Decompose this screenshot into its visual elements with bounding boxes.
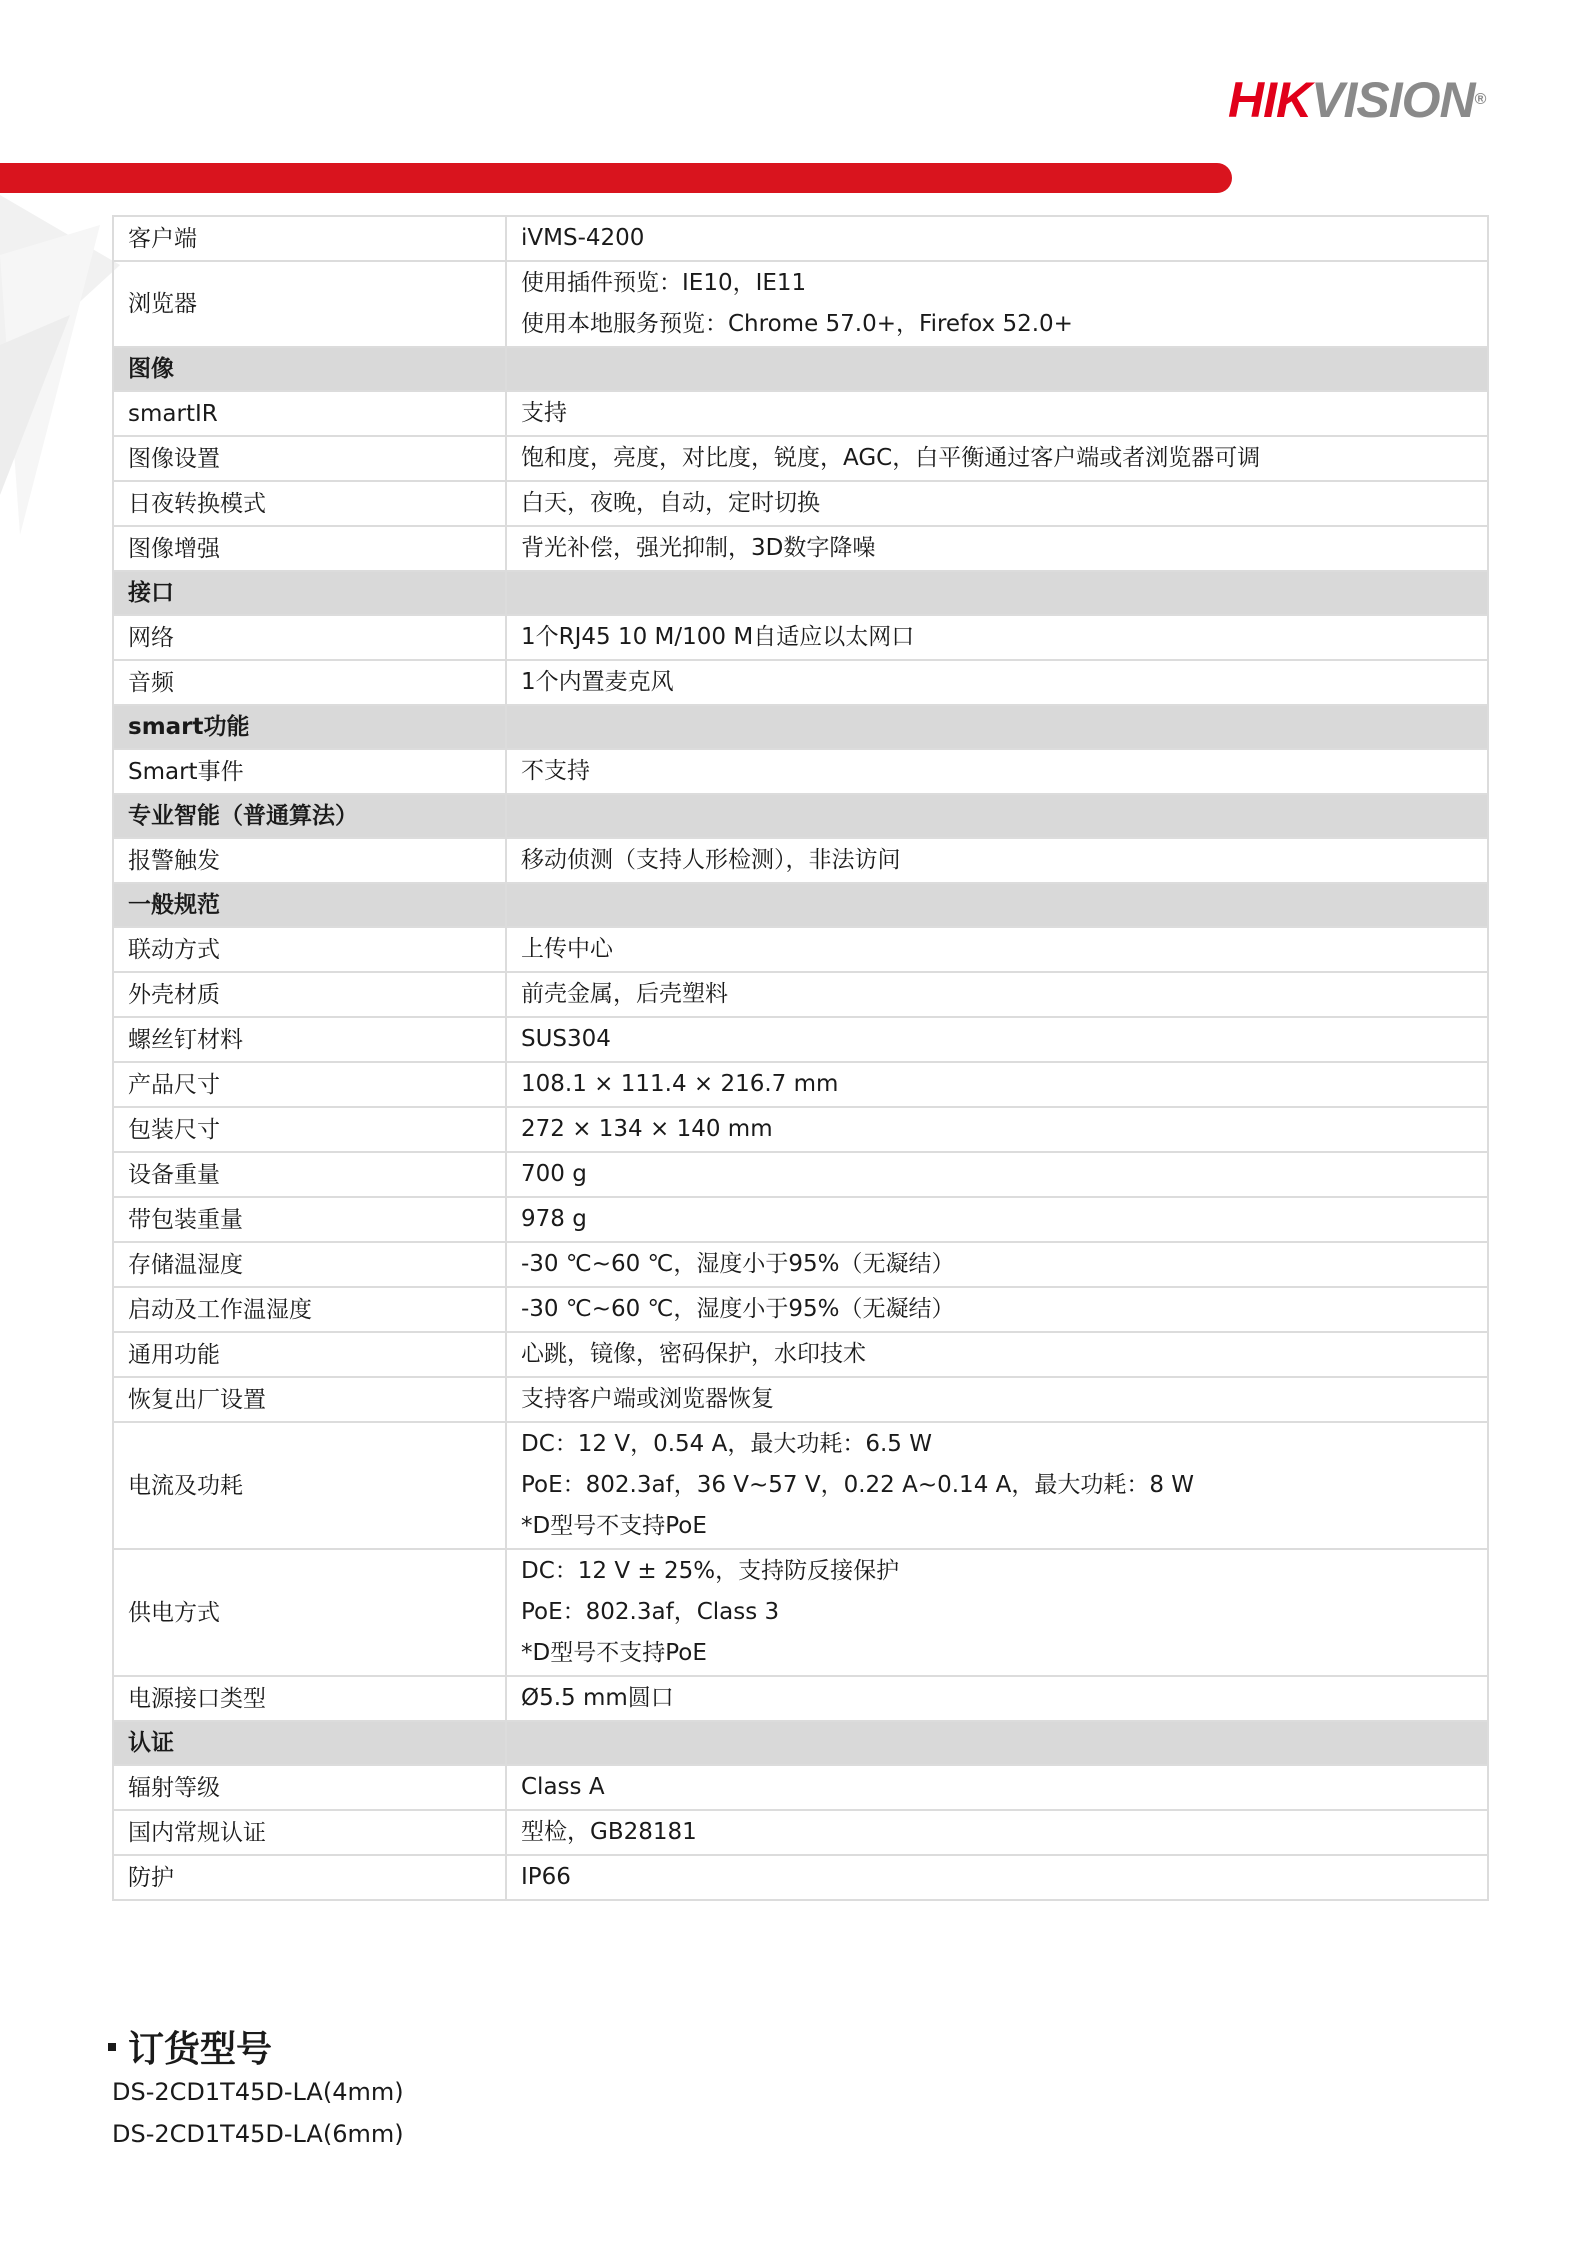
spec-label: 电源接口类型 — [113, 1676, 506, 1721]
spec-value-cell — [506, 972, 1488, 1017]
spec-value-cell — [506, 391, 1488, 436]
spec-label: 启动及工作温湿度 — [113, 1287, 506, 1332]
spec-value-cell — [506, 1377, 1488, 1422]
spec-label: 电流及功耗 — [113, 1422, 506, 1549]
section-filler-cell — [506, 705, 1488, 749]
spec-label: 螺丝钉材料 — [113, 1017, 506, 1062]
spec-label: 产品尺寸 — [113, 1062, 506, 1107]
spec-value: 饱和度，亮度，对比度，锐度，AGC，白平衡通过客户端或者浏览器可调 — [521, 445, 1261, 471]
spec-row — [113, 1765, 1488, 1810]
spec-row — [113, 1242, 1488, 1287]
spec-value-cell — [506, 1676, 1488, 1721]
spec-row — [113, 749, 1488, 794]
spec-label: 国内常规认证 — [113, 1810, 506, 1855]
spec-label: 包装尺寸 — [113, 1107, 506, 1152]
section-filler-cell — [506, 794, 1488, 838]
spec-label: 外壳材质 — [113, 972, 506, 1017]
spec-value: IP66 — [521, 1864, 571, 1890]
spec-value: *D型号不支持PoE — [521, 1513, 707, 1539]
spec-value: 上传中心 — [521, 936, 613, 962]
spec-value-cell — [506, 481, 1488, 526]
spec-value: DC：12 V，0.54 A，最大功耗：6.5 W — [521, 1431, 932, 1457]
spec-row — [113, 927, 1488, 972]
spec-label: 带包装重量 — [113, 1197, 506, 1242]
spec-label: 存储温湿度 — [113, 1242, 506, 1287]
spec-label: 报警触发 — [113, 838, 506, 883]
spec-row — [113, 216, 1488, 261]
spec-value-cell — [506, 1017, 1488, 1062]
spec-table — [112, 215, 1489, 1901]
spec-value: PoE：802.3af，Class 3 — [521, 1599, 780, 1625]
spec-row — [113, 1062, 1488, 1107]
spec-value-cell — [506, 1332, 1488, 1377]
spec-value: 978 g — [521, 1206, 587, 1232]
section-title: 图像 — [113, 347, 506, 391]
spec-row — [113, 261, 1488, 347]
spec-row — [113, 436, 1488, 481]
spec-value: 1个RJ45 10 M/100 M自适应以太网口 — [521, 624, 915, 650]
section-title: smart功能 — [113, 705, 506, 749]
spec-row — [113, 481, 1488, 526]
spec-value: 移动侦测（支持人形检测），非法访问 — [521, 847, 901, 873]
order-title-text: 订货型号 — [128, 2029, 273, 2070]
spec-value: Class A — [521, 1774, 605, 1800]
spec-value-cell — [506, 1855, 1488, 1900]
spec-value-cell — [506, 615, 1488, 660]
spec-value-cell — [506, 838, 1488, 883]
spec-row — [113, 391, 1488, 436]
spec-value: 支持客户端或浏览器恢复 — [521, 1386, 774, 1412]
spec-row — [113, 972, 1488, 1017]
spec-value: PoE：802.3af，36 V~57 V，0.22 A~0.14 A，最大功耗：8 W — [521, 1472, 1195, 1498]
registered-mark: ® — [1474, 91, 1486, 108]
spec-value: 支持 — [521, 400, 567, 426]
logo-hik-text: HIK — [1228, 72, 1312, 128]
spec-value-cell — [506, 1197, 1488, 1242]
spec-value: 型检，GB28181 — [521, 1819, 697, 1845]
spec-label: Smart事件 — [113, 749, 506, 794]
spec-label: 联动方式 — [113, 927, 506, 972]
spec-value-cell — [506, 1810, 1488, 1855]
section-title: 专业智能（普通算法） — [113, 794, 506, 838]
spec-value-cell — [506, 1422, 1488, 1549]
spec-value: 背光补偿，强光抑制，3D数字降噪 — [521, 535, 876, 561]
spec-row — [113, 1152, 1488, 1197]
spec-value-cell — [506, 660, 1488, 705]
spec-value-cell — [506, 1287, 1488, 1332]
section-filler-cell — [506, 1721, 1488, 1765]
spec-row — [113, 1287, 1488, 1332]
spec-value: 心跳，镜像，密码保护，水印技术 — [521, 1341, 866, 1367]
spec-value: 前壳金属，后壳塑料 — [521, 981, 728, 1007]
spec-label: 图像设置 — [113, 436, 506, 481]
spec-value: -30 ℃~60 ℃，湿度小于95%（无凝结） — [521, 1296, 955, 1322]
spec-value-cell — [506, 749, 1488, 794]
spec-value: *D型号不支持PoE — [521, 1640, 707, 1666]
spec-row — [113, 526, 1488, 571]
spec-value: 使用插件预览：IE10，IE11 — [521, 270, 807, 296]
spec-row — [113, 1017, 1488, 1062]
section-header-row — [113, 571, 1488, 615]
section-title: 一般规范 — [113, 883, 506, 927]
spec-label: 设备重量 — [113, 1152, 506, 1197]
spec-row — [113, 1855, 1488, 1900]
spec-row — [113, 1197, 1488, 1242]
hikvision-logo — [1228, 70, 1485, 130]
spec-value: 1个内置麦克风 — [521, 669, 674, 695]
spec-value: -30 ℃~60 ℃，湿度小于95%（无凝结） — [521, 1251, 955, 1277]
spec-label: 日夜转换模式 — [113, 481, 506, 526]
spec-value: 不支持 — [521, 758, 590, 784]
section-title: 认证 — [113, 1721, 506, 1765]
spec-value-cell — [506, 1765, 1488, 1810]
spec-label: 防护 — [113, 1855, 506, 1900]
spec-value: iVMS-4200 — [521, 225, 645, 251]
section-filler-cell — [506, 883, 1488, 927]
section-header-row — [113, 347, 1488, 391]
order-section-title — [108, 2022, 272, 2078]
bullet-icon — [108, 2043, 116, 2051]
spec-label: 供电方式 — [113, 1549, 506, 1676]
decorative-triangles — [0, 195, 120, 535]
spec-value: 108.1 × 111.4 × 216.7 mm — [521, 1071, 839, 1097]
spec-label: 客户端 — [113, 216, 506, 261]
spec-row — [113, 1549, 1488, 1676]
spec-value-cell — [506, 1062, 1488, 1107]
spec-row — [113, 1377, 1488, 1422]
spec-value-cell — [506, 1107, 1488, 1152]
spec-row — [113, 1810, 1488, 1855]
model-number: DS-2CD1T45D-LA(4mm) — [112, 2078, 404, 2106]
section-header-row — [113, 794, 1488, 838]
model-number: DS-2CD1T45D-LA(6mm) — [112, 2120, 404, 2148]
section-header-row — [113, 883, 1488, 927]
logo-vision-text: VISION — [1311, 72, 1475, 128]
spec-label: 浏览器 — [113, 261, 506, 347]
spec-row — [113, 1676, 1488, 1721]
spec-row — [113, 660, 1488, 705]
spec-label: 恢复出厂设置 — [113, 1377, 506, 1422]
spec-value-cell — [506, 927, 1488, 972]
section-filler-cell — [506, 571, 1488, 615]
spec-value-cell — [506, 261, 1488, 347]
spec-label: 辐射等级 — [113, 1765, 506, 1810]
spec-value-cell — [506, 1242, 1488, 1287]
section-title: 接口 — [113, 571, 506, 615]
section-filler-cell — [506, 347, 1488, 391]
spec-value-cell — [506, 1549, 1488, 1676]
spec-value: 700 g — [521, 1161, 587, 1187]
spec-row — [113, 1332, 1488, 1377]
spec-value: DC：12 V ± 25%，支持防反接保护 — [521, 1558, 900, 1584]
spec-row — [113, 615, 1488, 660]
spec-value: 白天，夜晚，自动，定时切换 — [521, 490, 820, 516]
spec-value-cell — [506, 436, 1488, 481]
spec-value-cell — [506, 1152, 1488, 1197]
spec-row — [113, 838, 1488, 883]
header-red-bar — [0, 163, 1232, 193]
spec-value: Ø5.5 mm圆口 — [521, 1685, 674, 1711]
spec-label: 音频 — [113, 660, 506, 705]
spec-label: 图像增强 — [113, 526, 506, 571]
spec-value-cell — [506, 526, 1488, 571]
spec-label: 网络 — [113, 615, 506, 660]
spec-value: SUS304 — [521, 1026, 611, 1052]
spec-row — [113, 1422, 1488, 1549]
section-header-row — [113, 705, 1488, 749]
section-header-row — [113, 1721, 1488, 1765]
spec-value: 272 × 134 × 140 mm — [521, 1116, 773, 1142]
spec-label: 通用功能 — [113, 1332, 506, 1377]
spec-row — [113, 1107, 1488, 1152]
spec-value-cell — [506, 216, 1488, 261]
spec-value: 使用本地服务预览：Chrome 57.0+，Firefox 52.0+ — [521, 311, 1073, 337]
spec-label: smartIR — [113, 391, 506, 436]
